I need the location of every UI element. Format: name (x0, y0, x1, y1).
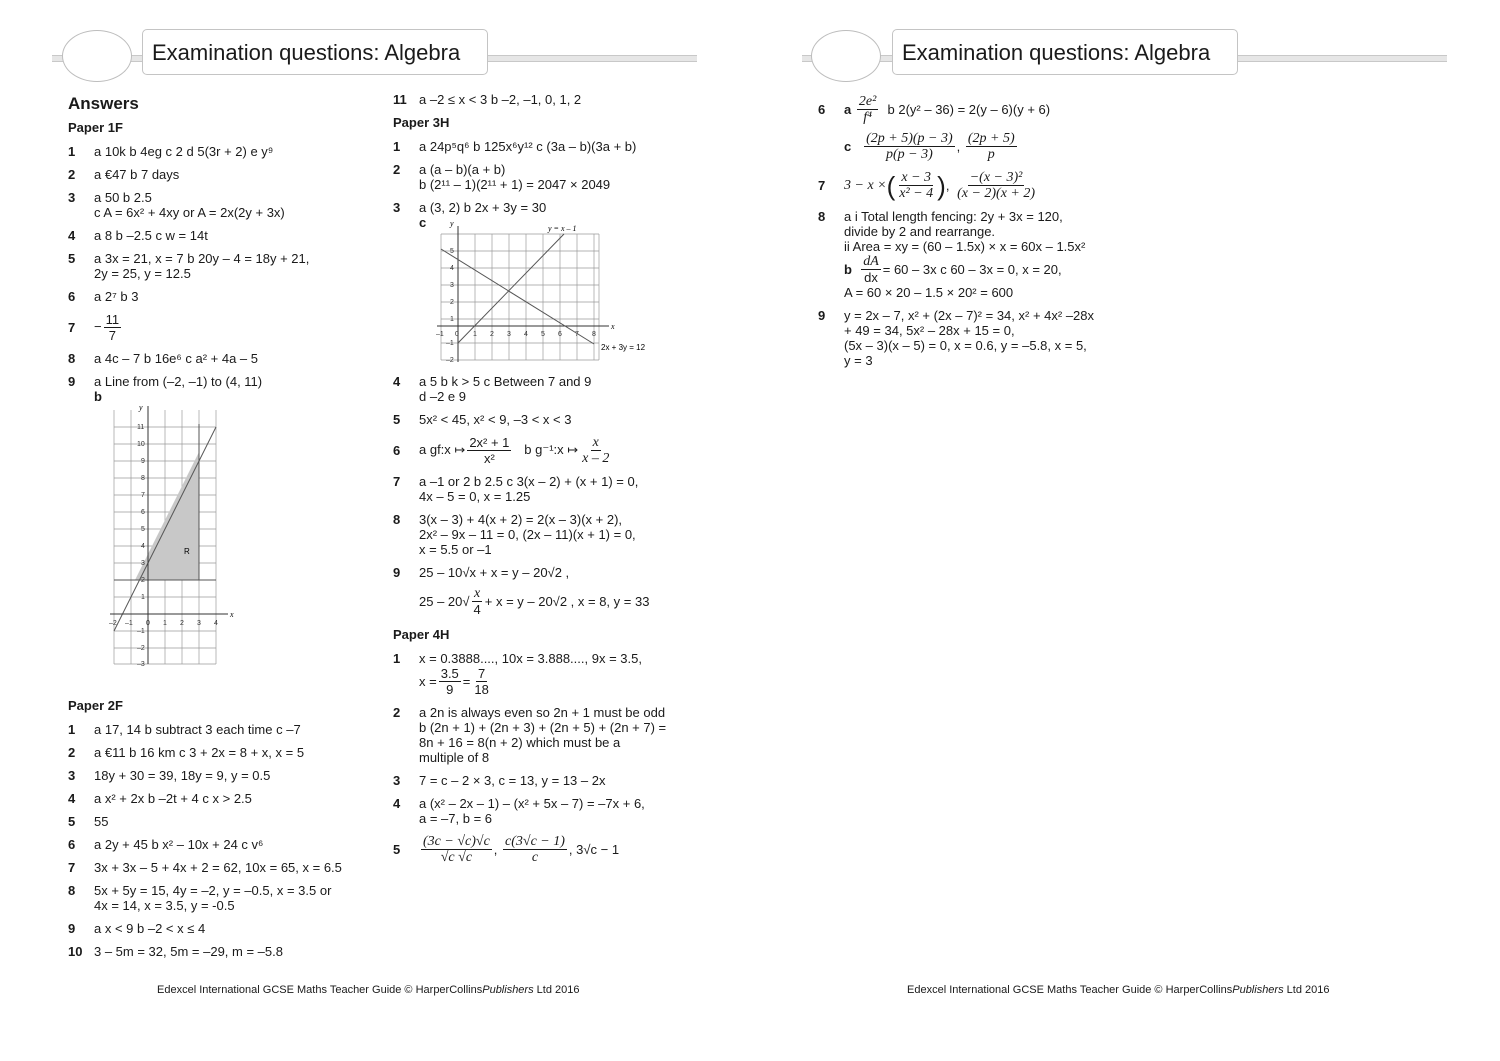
region-label: R (184, 547, 190, 556)
x-tick-label: 6 (558, 331, 562, 338)
x-tick-label: 0 (146, 620, 150, 627)
answer-1f-3: 3 a 50 b 2.5 c A = 6x² + 4xy or A = 2x(2y + 3x) (68, 190, 285, 220)
answer-3h-1: 1 a 24p⁵q⁶ b 125x⁶y¹² c (3a – b)(3a + b) (393, 139, 637, 154)
y-axis-label: y (139, 403, 143, 412)
answer-3h-6: 6 a gf:x ↦ $\frac{\text{2x² + 1}}{\text{x²}}$ b g⁻¹:x ↦ $\frac{x}{x - 2}$ (393, 435, 610, 466)
line1-label: y = x – 1 (548, 224, 577, 233)
graph-region-r (106, 402, 246, 667)
answer-2f-1: 1 a 17, 14 b subtract 3 each time c –7 (68, 722, 301, 737)
x-tick-label: 8 (592, 331, 596, 338)
y-tick-label: 5 (141, 526, 145, 533)
answer-2f-10: 10 3 – 5m = 32, 5m = –29, m = –5.8 (68, 944, 283, 959)
answer-4h-5: 5 (3c − √c)√c √c √c , c(3√c − 1) c , 3√c − 1 (393, 834, 620, 865)
y-tick-label: 5 (450, 248, 454, 255)
answers-column-1 (68, 96, 368, 667)
paper-3h-title: Paper 3H (393, 115, 450, 130)
x-tick-label: 3 (197, 620, 201, 627)
answer-1f-4: 4 a 8 b –2.5 c w = 14t (68, 228, 208, 243)
answer-2f-7: 7 3x + 3x – 5 + 4x + 2 = 62, 10x = 65, x = 6.5 (68, 860, 342, 875)
y-tick-label: –3 (137, 661, 145, 667)
x-tick-label: 3 (507, 331, 511, 338)
graph-simultaneous-lines (433, 216, 713, 364)
answer-4h-2: 2 a 2n is always even so 2n + 1 must be odd b (2n + 1) + (2n + 3) + (2n + 5) + (2n + 7) = 8n + 16 = 8(n + 2) which must be a multiple of 8 (393, 705, 667, 765)
answer-1f-7: 7 − $\frac{11}{7}$ (68, 312, 120, 343)
answer-3h-7: 7 a –1 or 2 b 2.5 c 3(x – 2) + (x + 1) = 0, 4x – 5 = 0, x = 1.25 (393, 474, 639, 504)
paper-2f-block (68, 698, 378, 967)
x-tick-label: 0 (455, 331, 459, 338)
y-tick-label: 4 (141, 543, 145, 550)
x-tick-label: –2 (109, 620, 117, 627)
y-tick-label: 6 (141, 509, 145, 516)
answer-2f-3: 3 18y + 30 = 39, 18y = 9, y = 0.5 (68, 768, 271, 783)
y-axis-label: y (450, 219, 454, 228)
y-tick-label: –2 (137, 645, 145, 652)
y-tick-label: 10 (137, 441, 145, 448)
answer-1f-1: 1 a 10k b 4eg c 2 d 5(3r + 2) e y⁹ (68, 144, 274, 159)
page-title: Examination questions: Algebra (892, 29, 1238, 75)
answer-2f-8: 8 5x + 5y = 15, 4y = –2, y = –0.5, x = 3.5 or 4x = 14, x = 3.5, y = -0.5 (68, 883, 332, 913)
line-2x-plus-3y-equals-12 (441, 249, 594, 344)
answer-3h-2: 2 a (a – b)(a + b) b (2¹¹ – 1)(2¹¹ + 1) = 2047 × 2049 (393, 162, 611, 192)
y-tick-label: 1 (450, 316, 454, 323)
answer-3h-8: 8 3(x – 3) + 4(x + 2) = 2(x – 3)(x + 2), 2x² – 9x – 11 = 0, (2x – 11)(x + 1) = 0, x = 5.5 or –1 (393, 512, 636, 557)
answer-4h-9: 9 y = 2x – 7, x² + (2x – 7)² = 34, x² + 4x² –28x + 49 = 34, 5x² – 28x + 15 = 0, (5x – 3)(x – 5) = 0, x = 0.6, y = –5.8, x = 5, y = 3 (818, 308, 1095, 368)
answer-2f-5: 5 55 (68, 814, 109, 829)
paper-2f-title: Paper 2F (68, 698, 123, 713)
y-tick-label: 3 (141, 560, 145, 567)
answer-2f-4: 4 a x² + 2x b –2t + 4 c x > 2.5 (68, 791, 252, 806)
answer-4h-3: 3 7 = c – 2 × 3, c = 13, y = 13 – 2x (393, 773, 606, 788)
answer-1f-8: 8 a 4c – 7 b 16e⁶ c a² + 4a – 5 (68, 351, 258, 366)
y-tick-label: 2 (450, 299, 454, 306)
answer-4h-8: 8 a i Total length fencing: 2y + 3x = 120, divide by 2 and rearrange. ii Area = xy = (60 – 1.5x) × x = 60x – 1.5x² b $\frac{dA}{dx}$ = 60 – 3x c 60 – 3x = 0, x = 20, A = 60 × 20 – 1.5 × 20² = 600 (818, 209, 1086, 300)
right-page (750, 0, 1500, 1061)
x-tick-label: 2 (180, 620, 184, 627)
answer-4h-6: 6 a 2e² f⁴ b 2(y² – 36) = 2(y – 6)(y + 6) (818, 94, 1051, 125)
answer-2f-2: 2 a €11 b 16 km c 3 + 2x = 8 + x, x = 5 (68, 745, 305, 760)
y-tick-label: –1 (446, 340, 454, 347)
answer-2f-6: 6 a 2y + 45 b x² – 10x + 24 c v⁶ (68, 837, 264, 852)
answers-column-2 (393, 92, 693, 873)
y-tick-label: 8 (141, 475, 145, 482)
x-tick-label: 7 (575, 331, 579, 338)
line-y-equals-x-minus-1 (458, 234, 564, 343)
x-tick-label: 2 (490, 331, 494, 338)
answer-4h-4: 4 a (x² – 2x – 1) – (x² + 5x – 7) = –7x + 6, a = –7, b = 6 (393, 796, 645, 826)
answers-heading: Answers (68, 94, 139, 113)
x-tick-label: –1 (125, 620, 133, 627)
page-footer: Edexcel International GCSE Maths Teacher Guide © HarperCollinsPublishers Ltd 2016 (907, 984, 1330, 996)
answer-3h-5: 5 5x² < 45, x² < 9, –3 < x < 3 (393, 412, 572, 427)
answer-1f-2: 2 a €47 b 7 days (68, 167, 180, 182)
y-tick-label: –2 (446, 357, 454, 364)
y-tick-label: 11 (137, 424, 145, 431)
answer-2f-9: 9 a x < 9 b –2 < x ≤ 4 (68, 921, 206, 936)
x-tick-label: –1 (436, 331, 444, 338)
line2-label: 2x + 3y = 12 (601, 343, 646, 352)
x-tick-label: 4 (524, 331, 528, 338)
paper-1f-title: Paper 1F (68, 120, 123, 135)
answer-3h-9: 9 25 – 10√x + x = y – 20√2 , 25 – 20√ x 4 + x = y – 20√2 , x = 8, y = 33 (393, 565, 650, 617)
y-tick-label: 1 (141, 594, 145, 601)
header-oval (811, 30, 881, 82)
x-tick-label: 4 (214, 620, 218, 627)
y-tick-label: 4 (450, 265, 454, 272)
answer-4h-6c: c (2p + 5)(p − 3) p(p − 3) , (2p + 5) p (844, 131, 1015, 162)
header-oval (62, 30, 132, 82)
y-tick-label: 2 (141, 577, 145, 584)
x-axis-label: x (230, 610, 234, 619)
answer-3h-4: 4 a 5 b k > 5 c Between 7 and 9 d –2 e 9 (393, 374, 592, 404)
x-tick-label: 5 (541, 331, 545, 338)
answer-4h-1: 1 x = 0.3888...., 10x = 3.888...., 9x = 3.5, x = $\frac{3.5}{9}$ = $\frac{7}{18}$ (393, 651, 642, 697)
page-title: Examination questions: Algebra (142, 29, 488, 75)
answer-1f-5: 5 a 3x = 21, x = 7 b 20y – 4 = 18y + 21, 2y = 25, y = 12.5 (68, 251, 310, 281)
y-tick-label: 7 (141, 492, 145, 499)
x-axis-label: x (611, 322, 615, 331)
answers-column-3 (818, 94, 1118, 376)
answer-1f-6: 6 a 2⁷ b 3 (68, 289, 139, 304)
answer-2f-11: 11 a –2 ≤ x < 3 b –2, –1, 0, 1, 2 (393, 92, 582, 107)
x-tick-label: 1 (473, 331, 477, 338)
answer-3h-3: 3 a (3, 2) b 2x + 3y = 30 c (393, 200, 547, 230)
paper-4h-title: Paper 4H (393, 627, 450, 642)
y-tick-label: 3 (450, 282, 454, 289)
x-tick-label: 1 (163, 620, 167, 627)
answer-1f-9: 9 a Line from (–2, –1) to (4, 11) b (68, 374, 263, 404)
y-tick-label: 9 (141, 458, 145, 465)
answer-4h-7: 7 3 − x × ( x − 3 x² − 4 ) , −(x − 3)² (x − 2)(x + 2) (818, 170, 1036, 201)
y-tick-label: –1 (137, 628, 145, 635)
page-footer: Edexcel International GCSE Maths Teacher Guide © HarperCollinsPublishers Ltd 2016 (157, 984, 580, 996)
